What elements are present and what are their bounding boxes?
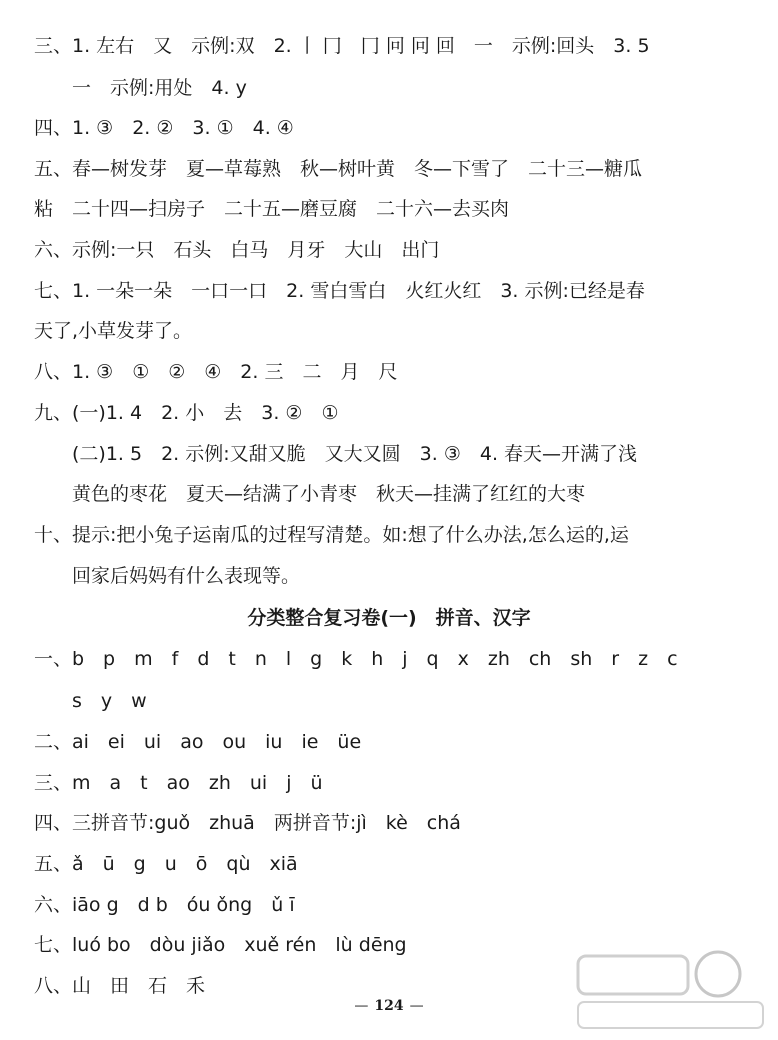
page-number-value: 124 xyxy=(374,998,404,1014)
page-dash-left: — xyxy=(354,998,369,1014)
answer-line: 粘 二十四—扫房子 二十五—磨豆腐 二十六—去买肉 xyxy=(34,198,510,220)
answer-line: 一 示例:用处 4. y xyxy=(72,77,247,99)
answer-line: 黄色的枣花 夏天—结满了小青枣 秋天—挂满了红红的大枣 xyxy=(72,483,586,505)
answer-line: 五、春—树发芽 夏—草莓熟 秋—树叶黄 冬—下雪了 二十三—糖瓜 xyxy=(34,158,643,180)
answer-line: 八、山 田 石 禾 xyxy=(34,975,206,997)
answer-line: 八、1. ③ ① ② ④ 2. 三 二 月 尺 xyxy=(34,361,398,383)
answer-line: 天了,小草发芽了。 xyxy=(34,320,193,342)
answer-line: (二)1. 5 2. 示例:又甜又脆 又大又圆 3. ③ 4. 春天—开满了浅 xyxy=(72,443,638,465)
answer-line: 二、ai ei ui ao ou iu ie üe xyxy=(34,731,362,753)
answer-line: 六、iāo g d b óu ǒng ǔ ī xyxy=(34,894,295,916)
answer-line: 九、(一)1. 4 2. 小 去 3. ② ① xyxy=(34,402,339,424)
answer-line: 七、1. 一朵一朵 一口一口 2. 雪白雪白 火红火红 3. 示例:已经是春 xyxy=(34,280,645,302)
answer-line: 三、m a t ao zh ui j ü xyxy=(34,772,323,794)
answer-line: 十、提示:把小兔子运南瓜的过程写清楚。如:想了什么办法,怎么运的,运 xyxy=(34,524,629,546)
answer-line: 四、三拼音节:guǒ zhuā 两拼音节:jì kè chá xyxy=(34,812,461,834)
answer-line: s y w xyxy=(72,690,147,712)
answer-line: 三、1. 左右 又 示例:双 2. 丨 冂 冂 冋 冋 回 一 示例:回头 3. 5 xyxy=(34,35,650,57)
answer-line: 六、示例:一只 石头 白马 月牙 大山 出门 xyxy=(34,239,440,261)
answer-line: 七、luó bo dòu jiǎo xuě rén lù dēng xyxy=(34,934,407,956)
answer-line: 四、1. ③ 2. ② 3. ① 4. ④ xyxy=(34,117,294,139)
page-dash-right: — xyxy=(409,998,424,1014)
section-title: 分类整合复习卷(一) 拼音、汉字 xyxy=(247,607,531,629)
answer-line: 五、ǎ ū g u ō qù xiā xyxy=(34,853,298,875)
answer-line: 回家后妈妈有什么表现等。 xyxy=(72,565,301,587)
watermark-logo xyxy=(568,944,768,1034)
answer-line: 一、b p m f d t n l g k h j q x zh ch sh r z c xyxy=(34,648,678,670)
